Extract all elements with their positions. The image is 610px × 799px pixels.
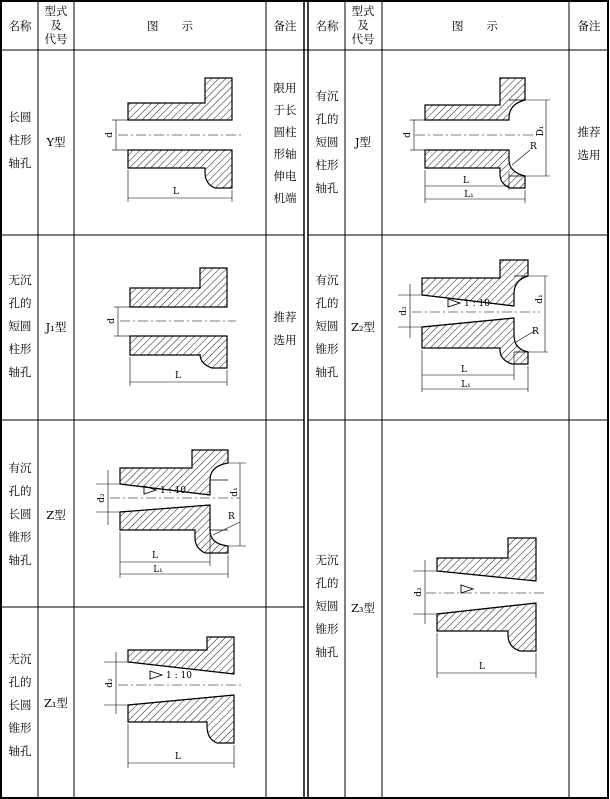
- header-row-right: [316, 4, 601, 46]
- taper-symbol: [448, 299, 460, 307]
- name-line: 有沉: [315, 89, 339, 103]
- name-line: 轴孔: [315, 181, 339, 195]
- type-code: J₁型: [45, 320, 67, 334]
- label-taper: 1 : 10: [166, 671, 192, 681]
- row-y: [9, 78, 297, 205]
- name-line: 轴孔: [315, 365, 339, 379]
- type-code: Z₂型: [350, 320, 376, 334]
- name-line: 长圆: [8, 698, 32, 712]
- name-line: 短圆: [315, 135, 339, 149]
- name-line: 锥形: [315, 622, 339, 636]
- name-line: 孔的: [315, 576, 339, 590]
- remark-line: 推荐: [273, 310, 297, 324]
- label-r: R: [530, 142, 537, 152]
- label-r: R: [228, 512, 235, 522]
- name-line: 短圆: [315, 599, 339, 613]
- row-z2: [316, 260, 549, 392]
- remark-line: 于长: [273, 103, 297, 117]
- name-line: 短圆: [315, 319, 339, 333]
- name-line: 孔的: [315, 296, 339, 310]
- header-remark: 备注: [273, 19, 297, 33]
- label-d2: d₂: [399, 306, 409, 316]
- header-figure: 图 示: [452, 19, 498, 33]
- label-d2: d₂: [105, 678, 115, 688]
- label-l: L: [461, 365, 467, 375]
- type-code: Z型: [46, 508, 66, 522]
- remark-line: 限用: [273, 81, 297, 95]
- name-line: 无沉: [8, 273, 32, 287]
- header-row-left: [9, 4, 297, 46]
- name-line: 轴孔: [8, 156, 32, 170]
- row-z3: [316, 538, 547, 678]
- label-l1: L₁: [464, 190, 474, 200]
- name-line: 孔的: [315, 112, 339, 126]
- name-line: 柱形: [8, 133, 32, 147]
- label-d: d: [403, 132, 413, 138]
- label-d: d: [107, 318, 117, 324]
- label-r: R: [532, 327, 539, 337]
- label-d1: d₁: [535, 294, 545, 304]
- header-name: 名称: [8, 19, 32, 33]
- label-l: L: [152, 551, 158, 561]
- label-l1: L₁: [153, 565, 163, 575]
- label-taper: 1 : 10: [160, 486, 186, 496]
- label-l: L: [175, 752, 181, 762]
- leader-r: [213, 522, 240, 535]
- remark-line: 机端: [273, 191, 297, 205]
- type-code: Y型: [46, 135, 66, 149]
- row-z: [9, 450, 247, 578]
- hub-section-top: [437, 538, 536, 581]
- drawing-j: [403, 78, 550, 203]
- row-j1: [9, 268, 297, 386]
- name-line: 轴孔: [8, 744, 32, 758]
- table-grid: [1, 1, 608, 798]
- remark-line: 选用: [577, 148, 601, 162]
- drawing-j1: [107, 268, 236, 386]
- header-name: 名称: [315, 19, 339, 33]
- name-line: 无沉: [8, 652, 32, 666]
- name-line: 柱形: [315, 158, 339, 172]
- label-d2: d₂: [97, 493, 107, 503]
- label-d1: D₁: [536, 125, 546, 137]
- remark-line: 推荐: [577, 125, 601, 139]
- label-d2: d₂: [414, 587, 424, 597]
- name-line: 短圆: [8, 319, 32, 333]
- drawing-z1: [104, 637, 244, 768]
- label-taper: 1 : 10: [464, 299, 490, 309]
- row-z1: [9, 637, 245, 768]
- remark-line: 形轴: [273, 147, 297, 161]
- taper-symbol: [150, 671, 162, 679]
- name-line: 孔的: [8, 675, 32, 689]
- name-line: 锥形: [315, 342, 339, 356]
- label-l: L: [479, 662, 485, 672]
- drawing-y: [105, 78, 242, 202]
- label-d: d: [105, 132, 115, 138]
- label-l: L: [173, 187, 179, 197]
- hub-section-bottom: [130, 336, 227, 368]
- label-l1: L₁: [461, 380, 471, 390]
- header-type-line-1: 型式: [351, 4, 375, 18]
- hub-section-top: [128, 78, 232, 120]
- drawing-z3: [413, 538, 546, 678]
- name-line: 轴孔: [315, 645, 339, 659]
- header-type-line-1: 型式: [44, 4, 68, 18]
- type-code: Z₃型: [350, 601, 376, 615]
- taper-symbol: [461, 585, 473, 593]
- drawing-z: [96, 450, 246, 578]
- hub-section-bottom: [425, 150, 525, 188]
- name-line: 轴孔: [8, 553, 32, 567]
- name-line: 锥形: [8, 721, 32, 735]
- header-type-line-2: 及: [357, 18, 369, 32]
- header-remark: 备注: [577, 19, 601, 33]
- hub-section-top: [425, 78, 525, 120]
- header-type-line-2: 及: [50, 18, 62, 32]
- name-line: 柱形: [8, 342, 32, 356]
- header-type-line-3: 代号: [44, 32, 68, 46]
- hub-section-top: [130, 268, 227, 307]
- hub-section-bottom: [120, 505, 228, 553]
- name-line: 有沉: [8, 461, 32, 475]
- hub-section-bottom: [128, 150, 232, 188]
- label-l: L: [175, 371, 181, 381]
- name-line: 有沉: [315, 273, 339, 287]
- name-line: 锥形: [8, 530, 32, 544]
- name-line: 孔的: [8, 484, 32, 498]
- type-code: J型: [354, 135, 372, 149]
- row-j: [316, 78, 601, 203]
- hub-section-bottom: [422, 318, 528, 364]
- label-l: L: [463, 176, 469, 186]
- label-d1: d₁: [230, 487, 240, 497]
- name-line: 轴孔: [8, 365, 32, 379]
- name-line: 长圆: [8, 110, 32, 124]
- type-code: Z₁型: [43, 696, 69, 710]
- hub-section-bottom: [128, 695, 234, 743]
- remark-line: 伸电: [273, 169, 297, 183]
- leader-r: [512, 150, 530, 165]
- name-line: 长圆: [8, 507, 32, 521]
- remark-line: 选用: [273, 333, 297, 347]
- name-line: 无沉: [315, 553, 339, 567]
- header-type-line-3: 代号: [351, 32, 375, 46]
- name-line: 孔的: [8, 296, 32, 310]
- drawing-z2: [398, 260, 548, 392]
- remark-line: 圆柱: [273, 125, 297, 139]
- hub-section-bottom: [437, 603, 536, 651]
- header-figure: 图 示: [147, 19, 193, 33]
